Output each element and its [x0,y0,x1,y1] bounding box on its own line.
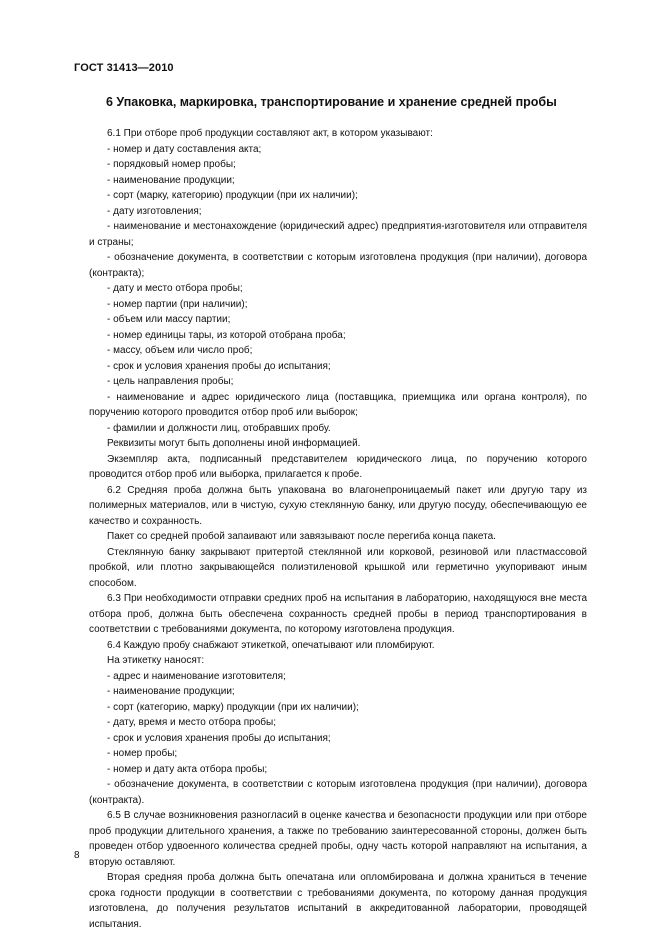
paragraph: 6.3 При необходимости отправки средних проб на испытания в лабораторию, находящуюся вне места отбора проб, должна быть обеспечена сохранность средней пробы в период транспортирования в соответствии с требованиями документа, по которому изготовлена продукция. [89,593,587,635]
list-item: - наименование и местонахождение (юридический адрес) предприятия-изготовителя или отправителя и страны; [89,221,587,248]
paragraph: Экземпляр акта, подписанный представителем юридического лица, по поручению которого проводится отбор проб или выборка, прилагается к пробе. [89,453,587,480]
list-item: - номер партии (при наличии); [107,298,248,310]
paragraph: На этикетку наносят: [107,655,205,666]
document-header: ГОСТ 31413—2010 [74,62,174,74]
list-item: - номер пробы; [107,748,178,759]
paragraph: 6.4 Каждую пробу снабжают этикеткой, опечатывают или пломбируют. [107,639,435,651]
list-item: - объем или массу партии; [107,314,231,325]
list-item: - фамилии и должности лиц, отобравших пробу. [107,422,331,434]
list-item: - сорт (марку, категорию) продукции (при их наличии); [107,190,358,201]
list-item: - массу, объем или число проб; [107,345,253,356]
list-item: - адрес и наименование изготовителя; [107,670,286,682]
list-item: - срок и условия хранения пробы до испытания; [107,732,331,744]
list-item: - наименование продукции; [107,686,235,697]
list-item: - дату, время и место отбора пробы; [107,717,276,728]
paragraph: 6.5 В случае возникновения разногласий в оценке качества и безопасности продукции или при отборе проб продукции длительного хранения, а также по требованию заинтересованной стороны, должен быть проведен отбор удвоенного количества средней пробы, одну часть которой направляют на испытания, а вторую оставляют. [89,810,587,868]
list-item: - сорт (категорию, марку) продукции (при их наличии); [107,701,359,713]
list-item: - обозначение документа, в соответствии с которым изготовлена продукция (при наличии), договора (контракта); [89,252,587,279]
paragraph: Реквизиты могут быть дополнены иной информацией. [107,438,361,449]
list-item: - номер и дату акта отбора пробы; [107,763,268,775]
list-item: - номер единицы тары, из которой отобрана проба; [107,329,346,341]
list-item: - срок и условия хранения пробы до испытания; [107,360,331,372]
paragraph: 6.1 При отборе проб продукции составляют акт, в котором указывают: [107,128,433,139]
list-item: - наименование продукции; [107,174,235,186]
list-item: - цель направления пробы; [107,376,234,387]
paragraph: Вторая средняя проба должна быть опечатана или опломбирована и должна храниться в течение срока годности продукции в соответствии с требованиями документа, по которому данная продукция изготовлена, до получения результатов испытаний в аккредитованной лаборатории, проводящей испытания. [89,872,587,930]
page-number: 8 [74,850,80,861]
list-item: - дату и место отбора пробы; [107,283,243,294]
list-item: - наименование и адрес юридического лица (поставщика, приемщика или органа контроля), по поручению которого проводится отбор проб или выборок; [89,391,587,418]
list-item: - порядковый номер пробы; [107,159,236,170]
list-item: - дату изготовления; [107,205,202,217]
paragraph: Стеклянную банку закрывают притертой стеклянной или корковой, резиновой или пластмассовой пробкой, или плотно закрывающейся полиэтиленовой крышкой или герметично укупоривают иным способом. [89,546,587,589]
section-body [89,126,587,932]
paragraph: 6.2 Средняя проба должна быть упакована во влагонепроницаемый пакет или другую тару из полимерных материалов, или в чистую, сухую стеклянную банку, или другую посуду, обеспечивающую ее качество и сохранность. [89,484,587,527]
list-item: - номер и дату составления акта; [107,143,262,155]
paragraph: Пакет со средней пробой запаивают или завязывают после перегиба конца пакета. [107,531,496,542]
list-item: - обозначение документа, в соответствии с которым изготовлена продукция (при наличии), договора (контракта). [89,779,587,806]
section-title: 6 Упаковка, маркировка, транспортирование и хранение средней пробы [106,95,557,109]
